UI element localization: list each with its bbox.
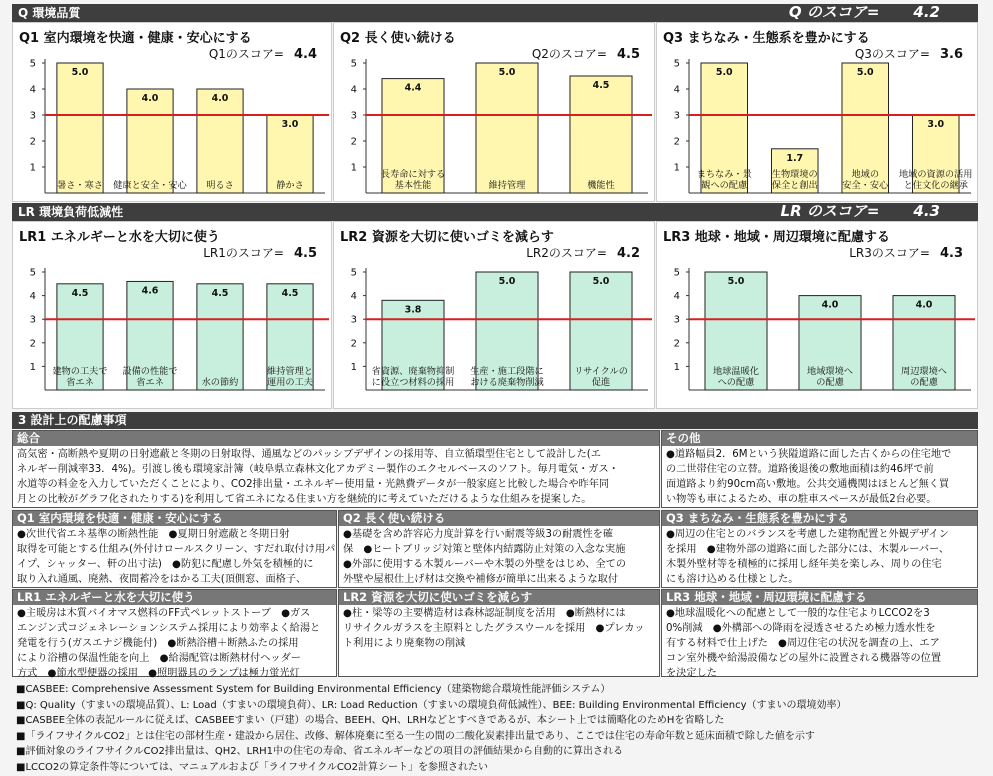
chart-panel-q3 (656, 22, 978, 202)
note-box-overall (12, 430, 660, 508)
note-line: ●地球温暖化への配慮として一般的な住宅よりLCCO2を3 (666, 608, 930, 619)
footnote: ■評価対象のライフサイクルCO2排出量は、QH2、LRH1中の住宅の寿命、省エネルギーなどの項目の評価結果から自動的に算出される (16, 746, 624, 758)
chart-score: LR1のスコア= 4.5 (203, 246, 317, 261)
data-label: 4.5 (592, 80, 610, 91)
chart-panel-lr2 (333, 221, 655, 409)
lr-section-title: LR 環境負荷低減性 (18, 205, 124, 219)
note-box-body (13, 446, 659, 508)
chart-score: LR3のスコア= 4.3 (849, 246, 963, 261)
category-label: に役立つ材料の採用 (371, 377, 455, 388)
note-line: ト利用により廃棄物の削減 (343, 638, 466, 649)
y-tick-label: 5 (29, 267, 36, 279)
note-line: 取り入れ通風、廃熱、夜間蓄冷をはかる工夫(頂側窓、面格子、 (17, 574, 307, 585)
y-tick-label: 5 (673, 58, 680, 70)
data-label: 5.0 (498, 276, 516, 287)
y-tick-label: 4 (673, 291, 680, 303)
category-label: リサイクルの (574, 366, 628, 377)
footnote: ■LCCO2の算定条件等については、マニュアルおよび「ライフサイクルCO2計算シート」を参照されたい (16, 761, 489, 773)
note-line: ●柱・梁等の主要構造材は森林認証制度を活用 ●断熱材には (343, 608, 626, 619)
note-box-body (662, 526, 977, 588)
note-line: 木製外壁材等を積極的に採用し経年美を楽しみ、周りの住宅 (666, 559, 942, 570)
note-line: 保 ●ヒートブリッジ対策と壁体内結露防止対策の入念な実施 (343, 544, 626, 555)
note-line: 高気密・高断熱や夏期の日射遮蔽と冬期の日射取得、通風などのパッシブデザインの採用等、自立循環型住宅として設計した(エ (17, 449, 601, 460)
note-box-q3 (661, 510, 978, 588)
chart-title: Q2 長く使い続ける (340, 31, 456, 46)
category-label: まちなみ・景 (696, 169, 752, 180)
note-box-title: Q1 室内環境を快適・健康・安心にする (13, 511, 336, 526)
bar (197, 89, 243, 193)
note-box-title: 総合 (13, 431, 659, 446)
note-line: ●周辺の住宅とのバランスを考慮した建物配置と外観デザイン (666, 529, 949, 540)
footnote: ■「ライフサイクルCO2」とは住宅の部材生産・建設から居住、改修、解体廃棄に至る一生の間の二酸化炭素排出量であり、ここでは住宅の寿命年数と延床面積で除した値を示す (16, 730, 815, 742)
note-line: イプ、シャッター、軒の出寸法) ●防犯に配慮し外気を積極的に (17, 559, 314, 570)
data-label: 4.0 (211, 93, 229, 104)
note-line: 月との比較がグラフ化されたりする)を利用して省エネになる住まい方を継続的に考えていただけるような仕組みを提案した。 (17, 494, 592, 505)
note-line: コン室外機や給湯設備などの屋外に設置される機器等の位置 (666, 653, 942, 664)
note-box-body (339, 605, 659, 652)
data-label: 4.0 (141, 93, 159, 104)
y-tick-label: 4 (350, 84, 357, 96)
category-label: 生物環境の (771, 169, 818, 180)
category-label: 暑さ・寒さ (57, 180, 103, 191)
note-line: ●次世代省エネ基準の断熱性能 ●夏期日射遮蔽と冬期日射 (17, 529, 290, 540)
lr-total-score: LR のスコア= 4.3 (780, 202, 940, 220)
note-line: 外壁や屋根仕上げ材は交換や補修が簡単に出来るような取付 (343, 574, 619, 585)
bar (476, 63, 538, 193)
data-label: 4.0 (821, 299, 839, 311)
chart-panel-q1 (12, 22, 332, 202)
note-box-other (661, 430, 978, 508)
y-tick-label: 3 (673, 314, 680, 326)
note-line: ネルギー削減率33．4%)。引渡し後も環境家計簿（岐阜県立森林文化アカデミー製作のエクセルベースのソフト。毎月電気・ガス・ (17, 464, 619, 475)
y-tick-label: 5 (29, 58, 36, 70)
y-tick-label: 4 (673, 84, 680, 96)
note-box-title: Q3 まちなみ・生態系を豊かにする (662, 511, 977, 526)
chart-score: Q1のスコア= 4.4 (208, 47, 317, 62)
y-tick-label: 1 (673, 162, 680, 174)
lr-section-header (12, 203, 978, 221)
note-box-body (339, 526, 659, 588)
q-section-header (12, 4, 978, 22)
y-tick-label: 1 (29, 361, 36, 373)
note-box-lr1 (12, 589, 337, 677)
chart-title: Q3 まちなみ・生態系を豊かにする (663, 31, 870, 46)
note-line: 取得を可能とする仕組み(外付けロールスクリーン、すだれ取付け用パ (17, 544, 336, 555)
category-label: 維持管理と (267, 366, 313, 377)
y-tick-label: 1 (350, 162, 357, 174)
footnotes (16, 682, 976, 776)
note-box-body (662, 446, 977, 508)
bar-chart (657, 222, 979, 410)
y-tick-label: 5 (673, 267, 680, 279)
note-box-title: LR2 資源を大切に使いゴミを減らす (339, 590, 659, 605)
note-line: 発電を行う(ガスエナジ機能付) ●断熱浴槽＋断熱ふたの採用 (17, 638, 299, 649)
note-line: を採用 ●建物外部の道路に面した部分には、木製ルーバー、 (666, 544, 950, 555)
y-tick-label: 1 (350, 361, 357, 373)
category-label: 地域環境へ (807, 366, 853, 377)
footnote: ■CASBEE: Comprehensive Assessment System for Building Environmental Efficiency（建築物総合環境性能評価システム） (16, 684, 611, 695)
category-label: 省エネ (136, 377, 164, 388)
y-tick-label: 2 (29, 136, 36, 148)
category-label: 基本性能 (394, 180, 432, 191)
y-tick-label: 4 (350, 291, 357, 303)
category-label: 観への配慮 (701, 180, 748, 191)
note-box-lr3 (661, 589, 978, 677)
y-tick-label: 3 (673, 110, 680, 122)
chart-title: Q1 室内環境を快適・健康・安心にする (19, 31, 252, 46)
category-label: 健康と安全・安心 (113, 180, 187, 191)
note-box-lr2 (338, 589, 660, 677)
chart-panel-lr3 (656, 221, 978, 409)
y-tick-label: 3 (29, 314, 36, 326)
note-line: を決定した (666, 668, 717, 679)
y-tick-label: 1 (673, 361, 680, 373)
y-tick-label: 3 (350, 314, 357, 326)
data-label: 5.0 (715, 67, 733, 78)
note-box-body (13, 526, 336, 588)
note-line: 0%削減 ●外構部への降雨を浸透させるため極力透水性を (666, 623, 936, 634)
chart-score: Q2のスコア= 4.5 (531, 47, 640, 62)
footnote: ■Q: Quality（すまいの環境品質）、L: Load（すまいの環境負荷）、LR: Load Reduction（すまいの環境負荷低減性）、BEE: Building Environmental Efficiency（すまいの環境効率） (16, 699, 847, 711)
bar-chart (334, 23, 656, 203)
chart-title: LR2 資源を大切に使いゴミを減らす (340, 230, 554, 245)
note-box-q2 (338, 510, 660, 588)
bar (57, 63, 103, 193)
data-label: 5.0 (498, 67, 516, 78)
bar (570, 76, 632, 193)
category-label: 機能性 (587, 180, 615, 191)
note-line: ●基礎を含め許容応力度計算を行い耐震等級3の耐震性を確 (343, 529, 614, 540)
bar-chart (13, 222, 333, 410)
data-label: 4.6 (141, 285, 159, 297)
category-label: 省資源、廃棄物抑制 (371, 366, 455, 377)
category-label: の配慮 (816, 377, 844, 388)
bar (197, 284, 243, 390)
category-label: 省エネ (66, 377, 94, 388)
y-tick-label: 3 (350, 110, 357, 122)
note-line: ●外部に使用する木製ルーバーや木製の外壁をはじめ、全ての (343, 559, 627, 570)
bar-chart (657, 23, 979, 203)
data-label: 5.0 (71, 67, 89, 78)
category-label: 静かさ (276, 180, 304, 191)
y-tick-label: 2 (350, 136, 357, 148)
category-label: 安全・安心 (842, 180, 889, 191)
y-tick-label: 4 (29, 84, 36, 96)
data-label: 3.0 (927, 119, 945, 130)
note-box-title: LR3 地球・地域・周辺環境に配慮する (662, 590, 977, 605)
data-label: 4.0 (915, 299, 933, 311)
note-line: エンジン式コジェネレーションシステム採用により効率よく給湯と (17, 623, 321, 634)
category-label: おける廃棄物削減 (470, 377, 544, 388)
note-box-title: その他 (662, 431, 977, 446)
data-label: 4.5 (211, 287, 229, 299)
data-label: 5.0 (856, 67, 874, 78)
category-label: と住文化の継承 (903, 180, 968, 191)
category-label: 明るさ (206, 180, 234, 191)
y-tick-label: 5 (350, 267, 357, 279)
data-label: 3.0 (281, 119, 299, 130)
category-label: 水の節約 (201, 377, 239, 388)
category-label: 促進 (591, 377, 611, 388)
category-label: 生産・施工段階に (470, 366, 544, 377)
y-tick-label: 3 (29, 110, 36, 122)
note-box-body (13, 605, 336, 682)
data-label: 5.0 (727, 276, 745, 287)
note-line: 方式 ●節水型便器の採用 ●照明器具のランプは極力蛍光灯 (17, 668, 300, 679)
chart-score: Q3のスコア= 3.6 (854, 47, 963, 62)
design-notes-header: 3 設計上の配慮事項 (12, 412, 978, 429)
category-label: 建物の工夫で (52, 366, 108, 377)
y-tick-label: 4 (29, 291, 36, 303)
note-line: ●主暖房は木質バイオマス燃料のFF式ペレットストーブ ●ガス (17, 608, 311, 619)
note-line: い物等も車によるため、車の駐車スペースが最低2台必要。 (666, 494, 937, 505)
bar (127, 89, 173, 193)
y-tick-label: 1 (29, 162, 36, 174)
note-box-q1 (12, 510, 337, 588)
note-line: 有する材料で仕上げた ●周辺住宅の状況を調査の上、エア (666, 638, 940, 649)
chart-title: LR3 地球・地域・周辺環境に配慮する (663, 230, 890, 245)
category-label: 地域の資源の活用 (899, 169, 973, 180)
category-label: 長寿命に対する (380, 169, 446, 180)
chart-panel-q2 (333, 22, 655, 202)
category-label: 周辺環境へ (901, 366, 947, 377)
data-label: 3.8 (404, 304, 422, 316)
footnote: ■CASBEE全体の表記ルールに従えば、CASBEEすまい（戸建）の場合、BEEH、QH、LRHなどとすべきであるが、本シート上では簡略化のためHを省略した (16, 715, 725, 727)
data-label: 1.7 (786, 152, 804, 164)
category-label: 保全と創出 (771, 180, 818, 191)
chart-score: LR2のスコア= 4.2 (526, 246, 640, 261)
data-label: 5.0 (592, 276, 610, 287)
y-tick-label: 2 (673, 338, 680, 350)
category-label: 地球温暖化 (713, 366, 759, 377)
note-box-body (662, 605, 977, 682)
note-line: リサイクルガラスを主原料としたグラスウールを採用 ●プレカッ (343, 623, 645, 634)
note-box-title: Q2 長く使い続ける (339, 511, 659, 526)
y-tick-label: 2 (29, 338, 36, 350)
bar-chart (13, 23, 333, 203)
y-tick-label: 2 (350, 338, 357, 350)
category-label: 設備の性能で (122, 366, 178, 377)
chart-panel-lr1 (12, 221, 332, 409)
note-line: にも溶け込める仕様とした。 (666, 574, 799, 585)
note-line: の二世帯住宅の立替。道路後退後の敷地面積は約46坪で前 (666, 464, 934, 475)
y-tick-label: 5 (350, 58, 357, 70)
category-label: の配慮 (910, 377, 938, 388)
data-label: 4.4 (404, 82, 422, 94)
category-label: 地域の (851, 169, 880, 180)
q-total-score: Q のスコア= 4.2 (788, 3, 940, 21)
chart-title: LR1 エネルギーと水を大切に使う (19, 230, 220, 245)
category-label: 維持管理 (488, 180, 526, 191)
category-label: 運用の工夫 (267, 377, 313, 388)
data-label: 4.5 (71, 287, 89, 299)
q-section-title: Q 環境品質 (18, 6, 81, 20)
note-line: 水道等の料金を入力していただくことにより、CO2排出量・エネルギー使用量・光熱費データが一般家庭と比較した場合や昨年同 (17, 479, 610, 490)
bar-chart (334, 222, 656, 410)
note-line: 面道路より約90cm高い敷地。公共交通機関はほとんど無く買 (666, 479, 950, 490)
note-line: により浴槽の保温性能を向上 ●給湯配管は断熱材付ヘッダー (17, 653, 301, 664)
category-label: への配慮 (717, 377, 755, 388)
note-line: ●道路幅員2．6Mという狭隘道路に面した古くからの住宅地で (666, 449, 952, 460)
y-tick-label: 2 (673, 136, 680, 148)
data-label: 4.5 (281, 287, 299, 299)
note-box-title: LR1 エネルギーと水を大切に使う (13, 590, 336, 605)
